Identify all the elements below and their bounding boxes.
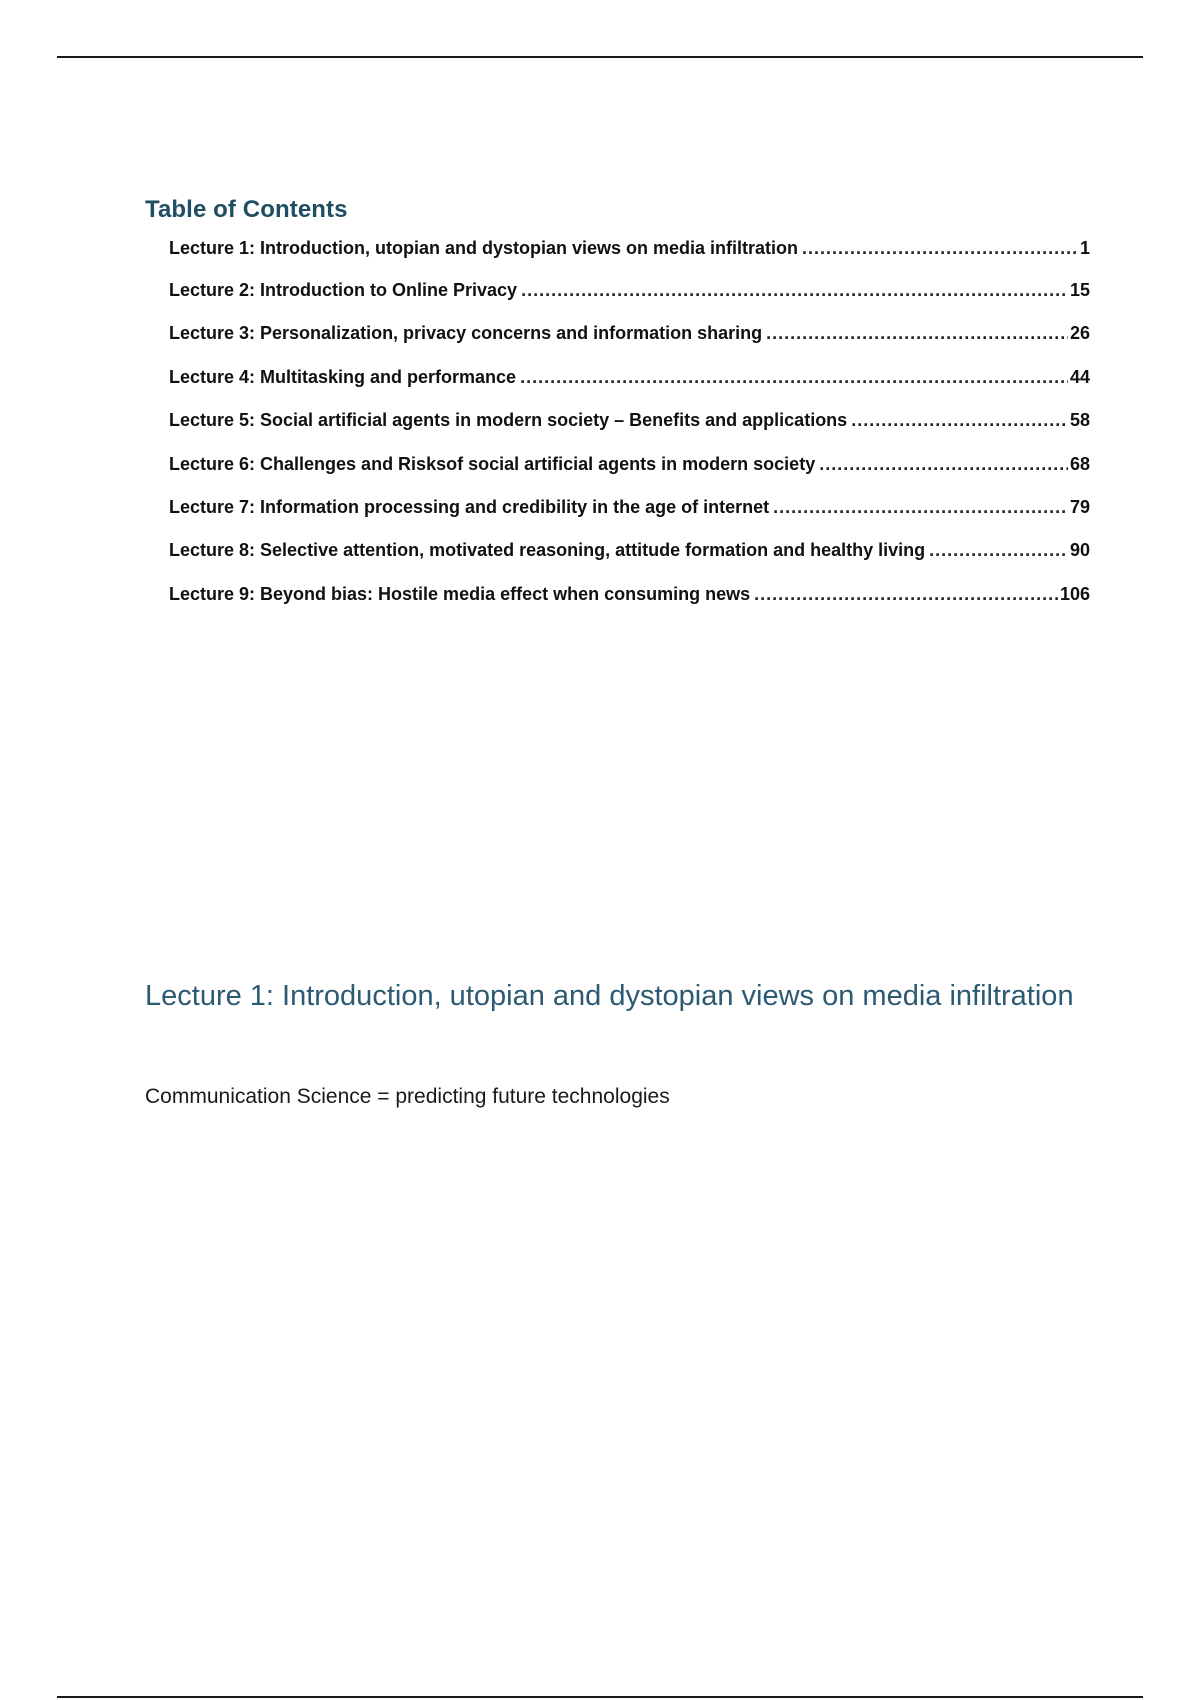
toc-entry-title: Lecture 2: Introduction to Online Privacy — [169, 280, 518, 300]
toc-list — [145, 238, 1090, 627]
toc-dot-leader — [851, 410, 1068, 431]
toc-dot-leader — [929, 540, 1068, 561]
toc-dot-leader — [819, 454, 1068, 475]
toc-entry-title: Lecture 4: Multitasking and performance — [169, 366, 517, 387]
toc-entry-page: 26 — [1069, 323, 1090, 344]
toc-entry-lecture-1[interactable] — [169, 238, 1090, 280]
toc-entry-lecture-8[interactable] — [169, 540, 1090, 583]
toc-dot-leader — [520, 367, 1068, 388]
toc-dot-leader — [773, 497, 1068, 518]
toc-entry-page: 79 — [1069, 496, 1090, 517]
toc-entry-title: Lecture 7: Information processing and credibility in the age of internet — [169, 496, 770, 517]
toc-entry-page: 44 — [1069, 366, 1090, 387]
toc-entry-page: 58 — [1069, 410, 1090, 431]
toc-entry-title: Lecture 1: Introduction, utopian and dystopian views on media infiltration — [169, 238, 799, 258]
toc-entry-title: Lecture 9: Beyond bias: Hostile media effect when consuming news — [169, 583, 751, 604]
toc-dot-leader — [766, 323, 1068, 344]
toc-dot-leader — [521, 280, 1068, 301]
lecture-1-heading: Lecture 1: Introduction, utopian and dystopian views on media infiltration — [145, 980, 1074, 1012]
toc-dot-leader — [754, 584, 1058, 605]
toc-entry-page: 68 — [1069, 453, 1090, 474]
header-rule — [57, 56, 1143, 58]
toc-entry-lecture-4[interactable] — [169, 367, 1090, 410]
toc-entry-lecture-7[interactable] — [169, 497, 1090, 540]
toc-entry-page: 1 — [1079, 238, 1090, 258]
body-paragraph: Communication Science = predicting future technologies — [145, 1085, 670, 1108]
toc-entry-page: 106 — [1059, 583, 1090, 604]
toc-entry-title: Lecture 3: Personalization, privacy concerns and information sharing — [169, 323, 763, 344]
toc-entry-lecture-9[interactable] — [169, 584, 1090, 627]
toc-entry-lecture-5[interactable] — [169, 410, 1090, 453]
toc-entry-lecture-2[interactable] — [169, 280, 1090, 323]
toc-entry-title: Lecture 6: Challenges and Risksof social artificial agents in modern society — [169, 453, 816, 474]
footer-rule — [57, 1696, 1143, 1698]
toc-dot-leader — [802, 238, 1078, 259]
toc-entry-lecture-3[interactable] — [169, 323, 1090, 366]
toc-heading: Table of Contents — [145, 196, 348, 223]
toc-entry-page: 90 — [1069, 540, 1090, 561]
toc-entry-title: Lecture 5: Social artificial agents in modern society – Benefits and applications — [169, 410, 848, 431]
table-of-contents — [145, 196, 1090, 627]
toc-entry-title: Lecture 8: Selective attention, motivated reasoning, attitude formation and healthy living — [169, 540, 926, 561]
toc-entry-lecture-6[interactable] — [169, 454, 1090, 497]
toc-entry-page: 15 — [1069, 280, 1090, 300]
